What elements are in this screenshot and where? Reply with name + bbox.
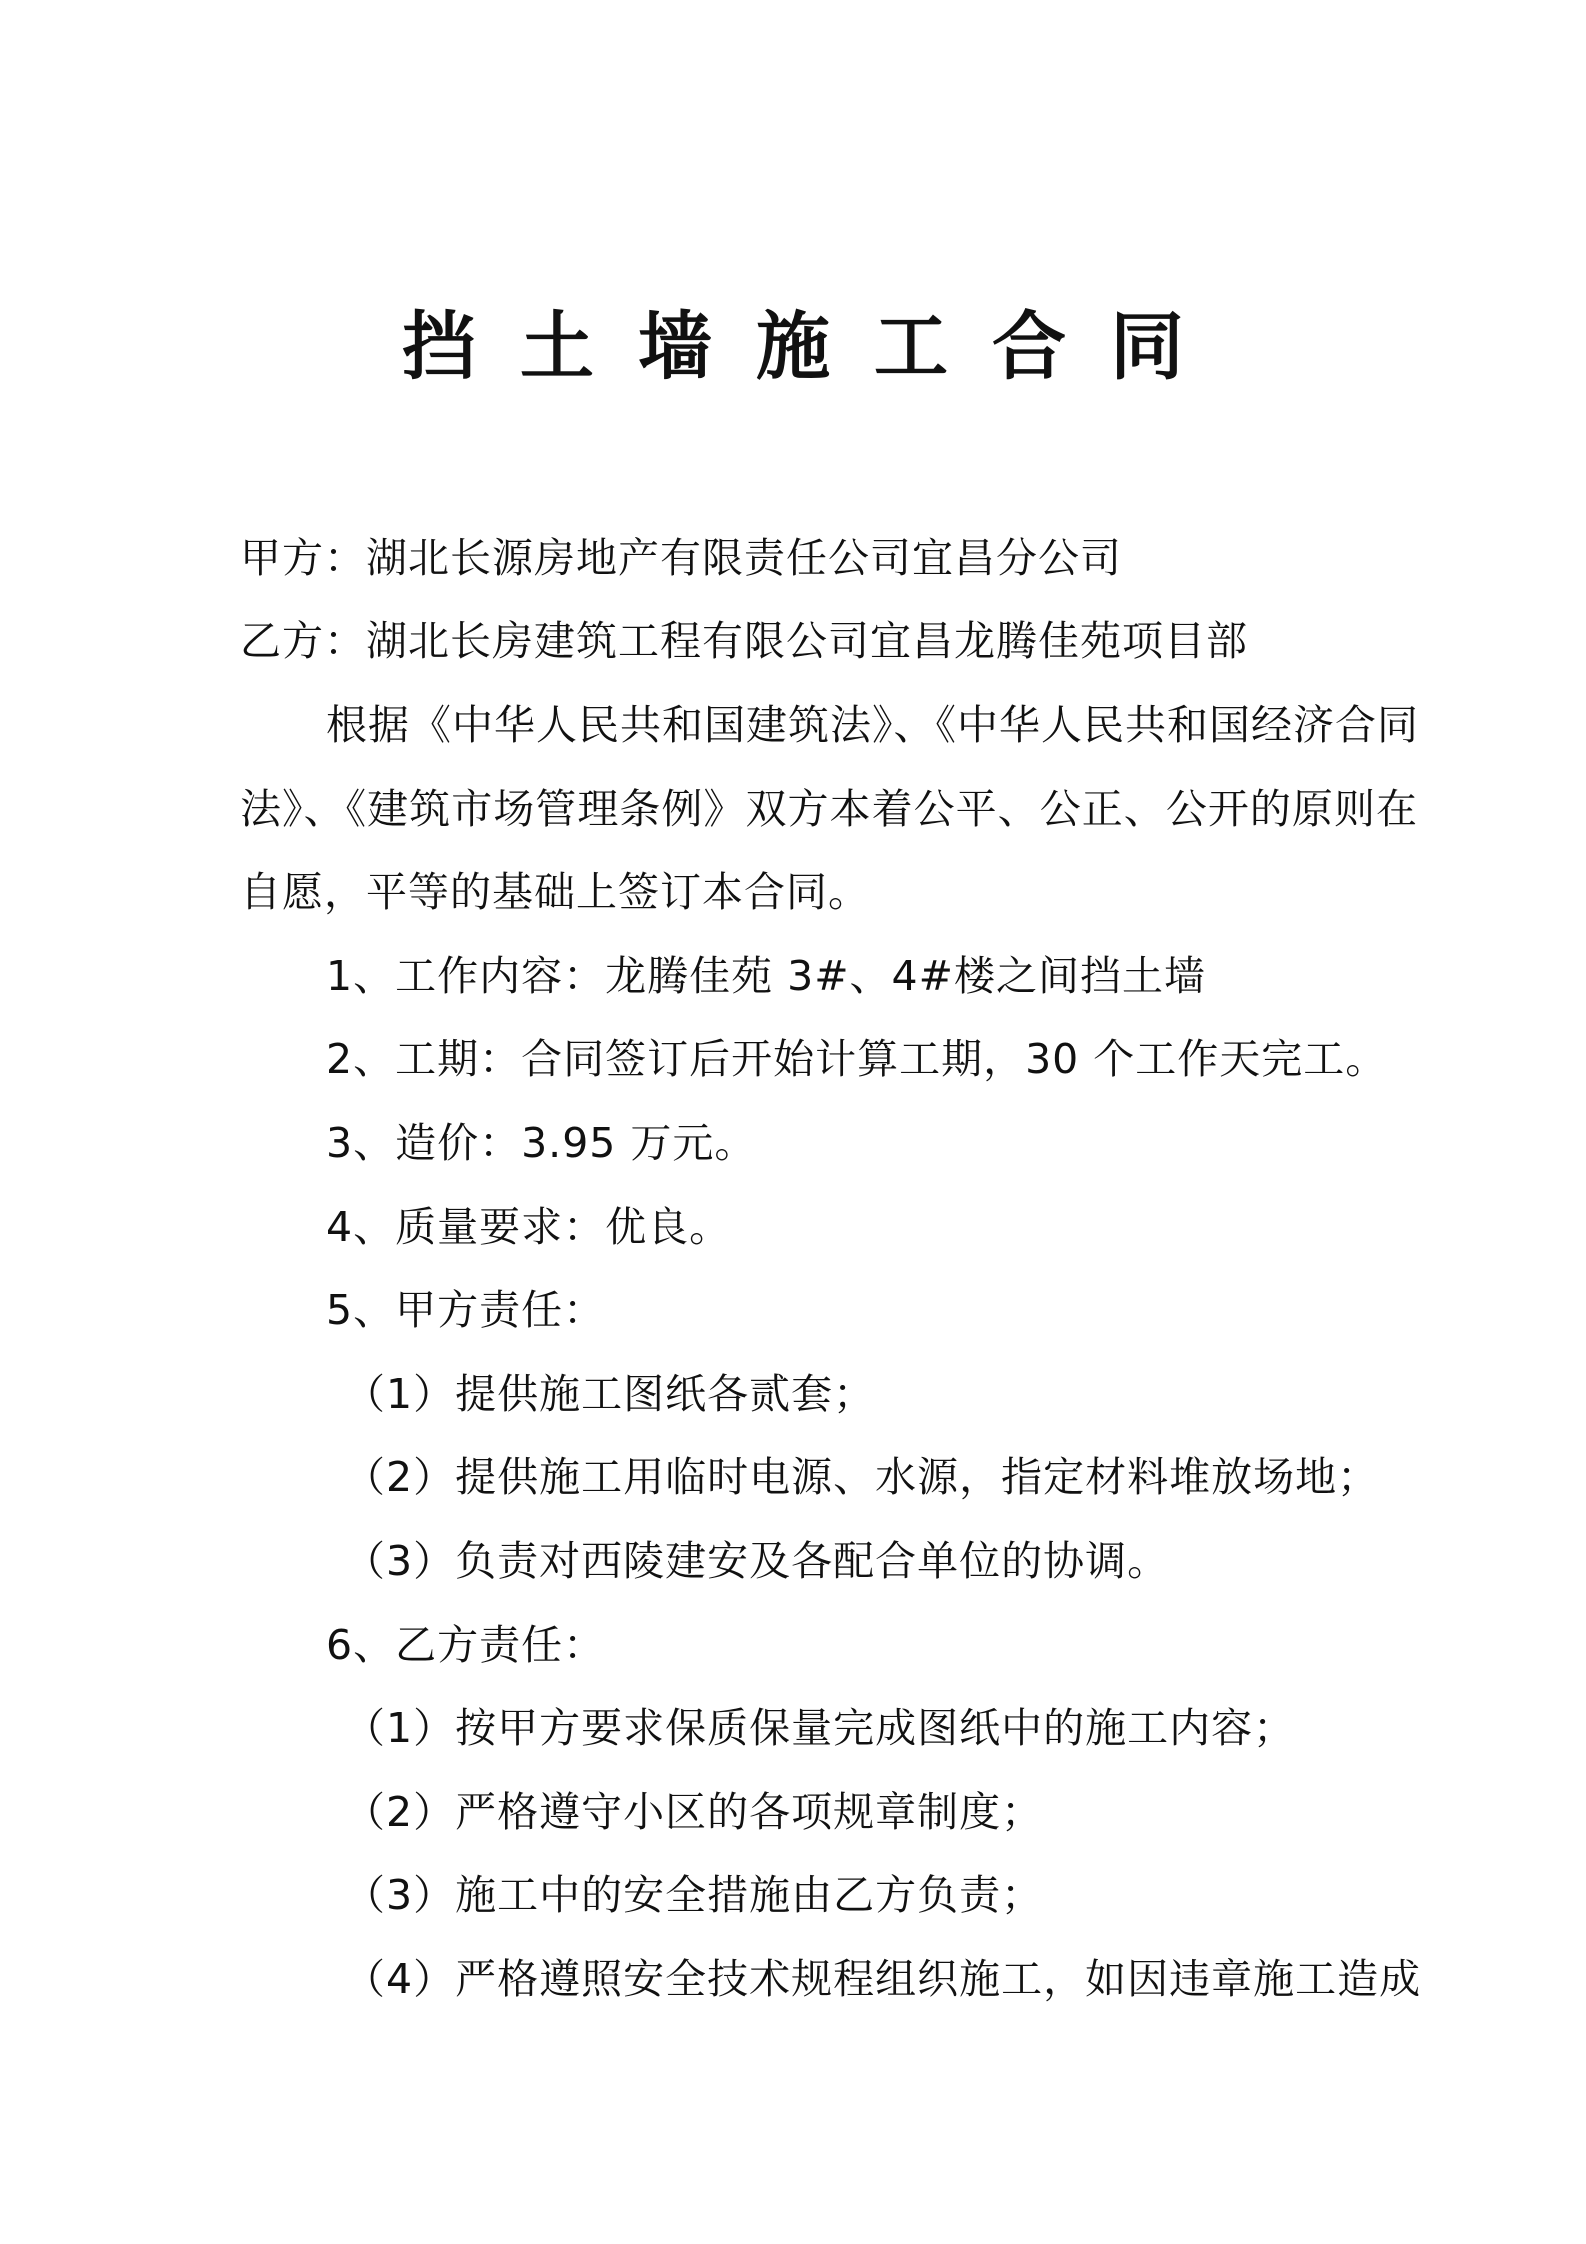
- party-b-duty-1: （1）按甲方要求保质保量完成图纸中的施工内容；: [344, 1704, 1296, 1752]
- party-b-duty-3: （3）施工中的安全措施由乙方负责；: [344, 1871, 1044, 1919]
- preamble-line-3: 自愿，平等的基础上签订本合同。: [240, 868, 870, 916]
- party-a-duty-3: （3）负责对西陵建安及各配合单位的协调。: [344, 1537, 1170, 1585]
- party-a-line: 甲方：湖北长源房地产有限责任公司宜昌分公司: [240, 534, 1122, 582]
- clause-4-quality: 4、质量要求：优良。: [326, 1203, 732, 1251]
- clause-1-work-content: 1、工作内容：龙腾佳苑 3#、4#楼之间挡土墙: [326, 952, 1206, 1000]
- clause-2-schedule: 2、工期：合同签订后开始计算工期，30 个工作天完工。: [326, 1035, 1388, 1083]
- document-title: 挡土墙施工合同: [402, 304, 1228, 390]
- party-b-line: 乙方：湖北长房建筑工程有限公司宜昌龙腾佳苑项目部: [240, 617, 1248, 665]
- clause-3-price: 3、造价：3.95 万元。: [326, 1119, 757, 1167]
- party-a-duty-1: （1）提供施工图纸各贰套；: [344, 1370, 876, 1418]
- party-b-duty-2: （2）严格遵守小区的各项规章制度；: [344, 1788, 1044, 1836]
- clause-5-party-a-duties: 5、甲方责任：: [326, 1286, 606, 1334]
- preamble-line-1: 根据《中华人民共和国建筑法》、《中华人民共和国经济合同: [326, 701, 1419, 749]
- party-b-duty-4: （4）严格遵照安全技术规程组织施工，如因违章施工造成: [344, 1955, 1422, 2003]
- clause-6-party-b-duties: 6、乙方责任：: [326, 1621, 606, 1669]
- preamble-line-2: 法》、《建筑市场管理条例》双方本着公平、公正、公开的原则在: [240, 785, 1418, 833]
- party-a-duty-2: （2）提供施工用临时电源、水源，指定材料堆放场地；: [344, 1453, 1380, 1501]
